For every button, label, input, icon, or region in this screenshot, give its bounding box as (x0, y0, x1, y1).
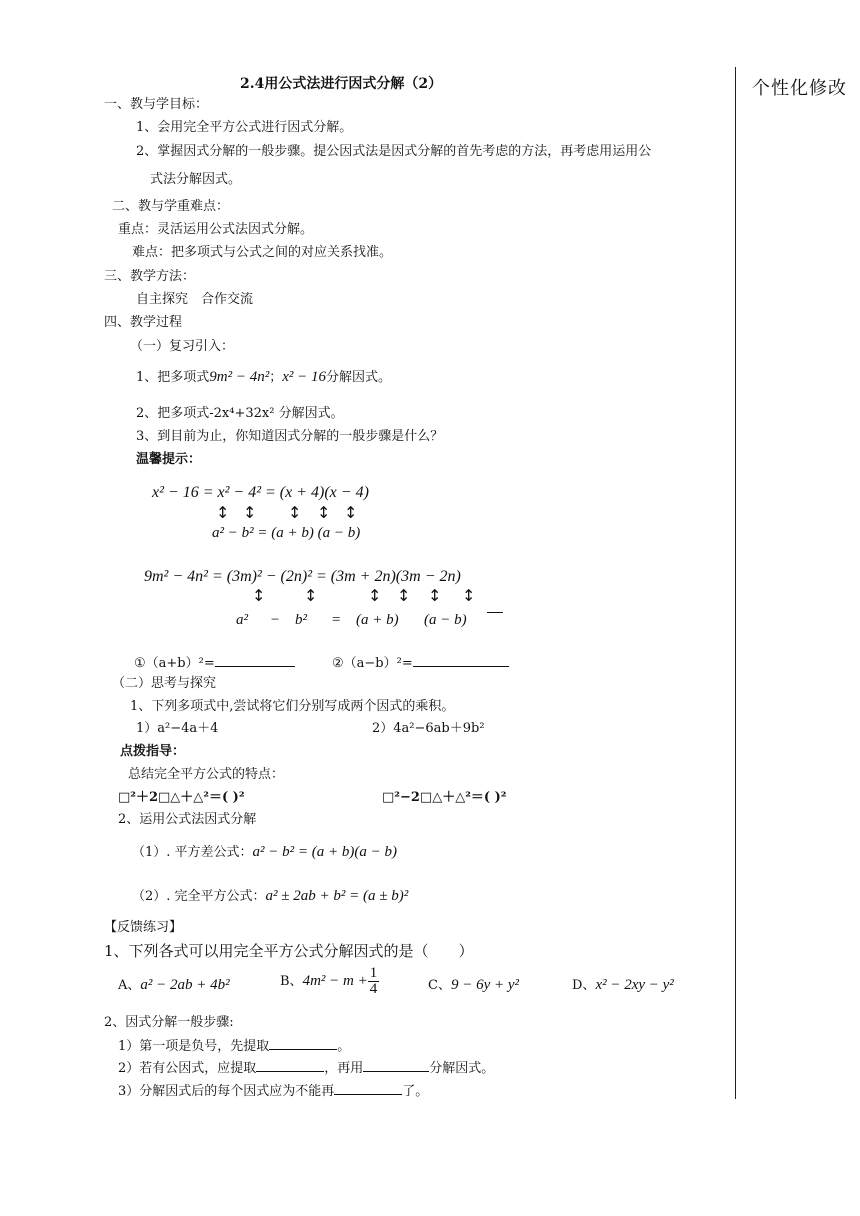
q1-expression-2: x² − 16 (282, 369, 327, 385)
option-a-label: A、 (118, 978, 141, 993)
option-a (118, 976, 230, 994)
q1-expression-1: 9m² − 4n² (209, 369, 270, 385)
formula-2: a² ± 2ab + b² = (a ± b)² (265, 888, 409, 904)
answer-blank[interactable] (215, 654, 295, 667)
objective-2-line1: 2、掌握因式分解的一般步骤。提公因式法是因式分解的首先考虑的方法，再考虑用运用公 (136, 144, 652, 159)
answer-blank[interactable] (269, 1037, 337, 1050)
correspondence-arrow-icon: ↕ (252, 586, 266, 605)
step-2-text: 2）若有公因式，应提取 (118, 1061, 257, 1076)
fill-blank-2-label: ②（a−b）²= (332, 656, 413, 671)
map-b-squared: b² (295, 612, 307, 628)
side-note: 个性化修改 (752, 78, 847, 99)
option-b-label: B、 (280, 974, 303, 989)
option-a-expression: a² − 2ab + 4b² (140, 977, 230, 993)
objective-1: 1、会用完全平方公式进行因式分解。 (136, 120, 353, 135)
correspondence-arrow-icon: ↕ (368, 586, 382, 605)
fraction-numerator: 1 (369, 965, 378, 981)
formula-1-label: （1）. 平方差公式： (132, 845, 253, 860)
option-b-expression: 4m² − m + (302, 973, 368, 989)
map-minus: − (270, 612, 281, 628)
step-3 (118, 1082, 428, 1100)
fill-blank-1 (134, 654, 295, 672)
explore-question-1: 1、下列多项式中,尝试将它们分别写成两个因式的乘积。 (130, 699, 455, 714)
explore-question-1b: 2）4a²−6ab＋9b² (372, 721, 485, 736)
part-1-heading: （一）复习引入： (130, 339, 235, 354)
step-1-text: 1）第一项是负号，先提取 (118, 1039, 270, 1054)
hint-label: 温馨提示： (136, 452, 202, 467)
section-3-heading: 三、教学方法： (104, 269, 196, 284)
option-c (428, 976, 519, 994)
part-2-heading: （二）思考与探究 (112, 676, 217, 691)
teaching-methods: 自主探究 合作交流 (136, 292, 254, 307)
option-b (280, 966, 379, 997)
correspondence-arrow-icon: ↕ (216, 503, 230, 522)
feedback-heading: 【反馈练习】 (104, 920, 183, 935)
formula-perfect-square (132, 887, 408, 905)
step-3-end: 了。 (402, 1084, 429, 1099)
formula-difference-of-squares (132, 843, 397, 861)
review-question-3: 3、到目前为止，你知道因式分解的一般步骤是什么？ (136, 429, 444, 444)
correspondence-arrow-icon: ↕ (428, 586, 442, 605)
formula-1: a² − b² = (a + b)(a − b) (252, 844, 398, 860)
formula-2-label: （2）. 完全平方公式： (132, 889, 266, 904)
step-1 (118, 1037, 350, 1055)
correspondence-arrow-icon: ↕ (317, 503, 331, 522)
difficult-point: 难点：把多项式与公式之间的对应关系找准。 (132, 245, 393, 260)
correspondence-arrow-icon: ↕ (462, 586, 476, 605)
hint-equation-1: x² − 16 = x² − 4² = (x + 4)(x − 4) (152, 484, 369, 501)
guide-label: 点拨指导： (120, 744, 186, 759)
key-point: 重点：灵活运用公式法因式分解。 (118, 222, 314, 237)
step-2 (118, 1059, 494, 1077)
correspondence-arrow-icon: ↕ (344, 503, 358, 522)
option-d-expression: x² − 2xy − y² (595, 977, 674, 993)
hint-equation-2: 9m² − 4n² = (3m)² − (2n)² = (3m + 2n)(3m − 2n) (144, 568, 461, 585)
answer-blank[interactable] (256, 1059, 324, 1072)
margin-divider (735, 67, 736, 1099)
map-equals: = (331, 612, 342, 628)
map-a-plus-b: (a + b) (356, 612, 399, 628)
feedback-question-1: 1、下列各式可以用完全平方公式分解因式的是（ ） (104, 942, 474, 960)
feedback-question-2: 2、因式分解一般步骤: (104, 1015, 234, 1030)
option-c-label: C、 (428, 978, 451, 993)
map-a-minus-b: (a − b) (424, 612, 467, 628)
fraction-one-quarter (368, 966, 380, 997)
fraction-denominator: 4 (369, 981, 378, 997)
map-a-squared: a² (236, 612, 248, 628)
step-2-middle: ，再用 (324, 1061, 364, 1076)
explore-question-2: 2、运用公式法因式分解 (118, 812, 257, 827)
square-pattern-plus: □²＋2□△＋△²＝( )² (118, 790, 245, 805)
objective-2-line2: 式法分解因式。 (150, 172, 242, 187)
section-2-heading: 二、教与学重难点： (112, 199, 230, 214)
summary-text: 总结完全平方公式的特点： (128, 767, 285, 782)
fill-blank-1-label: ①（a+b）²= (134, 656, 215, 671)
step-1-end: 。 (337, 1039, 351, 1054)
trailing-dash (487, 612, 503, 613)
section-4-heading: 四、教学过程 (104, 315, 183, 330)
correspondence-arrow-icon: ↕ (304, 586, 318, 605)
section-1-heading: 一、教与学目标： (104, 97, 209, 112)
correspondence-arrow-icon: ↕ (243, 503, 257, 522)
explore-question-1a: 1）a²−4a＋4 (136, 721, 219, 736)
q1-prefix: 1、把多项式 (136, 370, 210, 385)
option-d (572, 976, 674, 994)
review-question-1 (136, 368, 391, 386)
page-title: 2.4用公式法进行因式分解（2） (240, 76, 443, 92)
answer-blank[interactable] (413, 654, 509, 667)
square-pattern-minus: □²−2□△＋△²＝( )² (382, 790, 507, 805)
answer-blank[interactable] (363, 1059, 429, 1072)
correspondence-arrow-icon: ↕ (288, 503, 302, 522)
option-d-label: D、 (572, 978, 596, 993)
step-2-end: 分解因式。 (429, 1061, 495, 1076)
option-c-expression: 9 − 6y + y² (450, 977, 520, 993)
fill-blank-2 (332, 654, 509, 672)
hint-equation-1-mapping: a² − b² = (a + b) (a − b) (212, 525, 361, 541)
answer-blank[interactable] (334, 1082, 402, 1095)
correspondence-arrow-icon: ↕ (397, 586, 411, 605)
review-question-2: 2、把多项式-2x⁴+32x² 分解因式。 (136, 406, 344, 421)
step-3-text: 3）分解因式后的每个因式应为不能再 (118, 1084, 335, 1099)
q1-suffix: 分解因式。 (326, 370, 392, 385)
q1-separator: ； (269, 370, 283, 385)
